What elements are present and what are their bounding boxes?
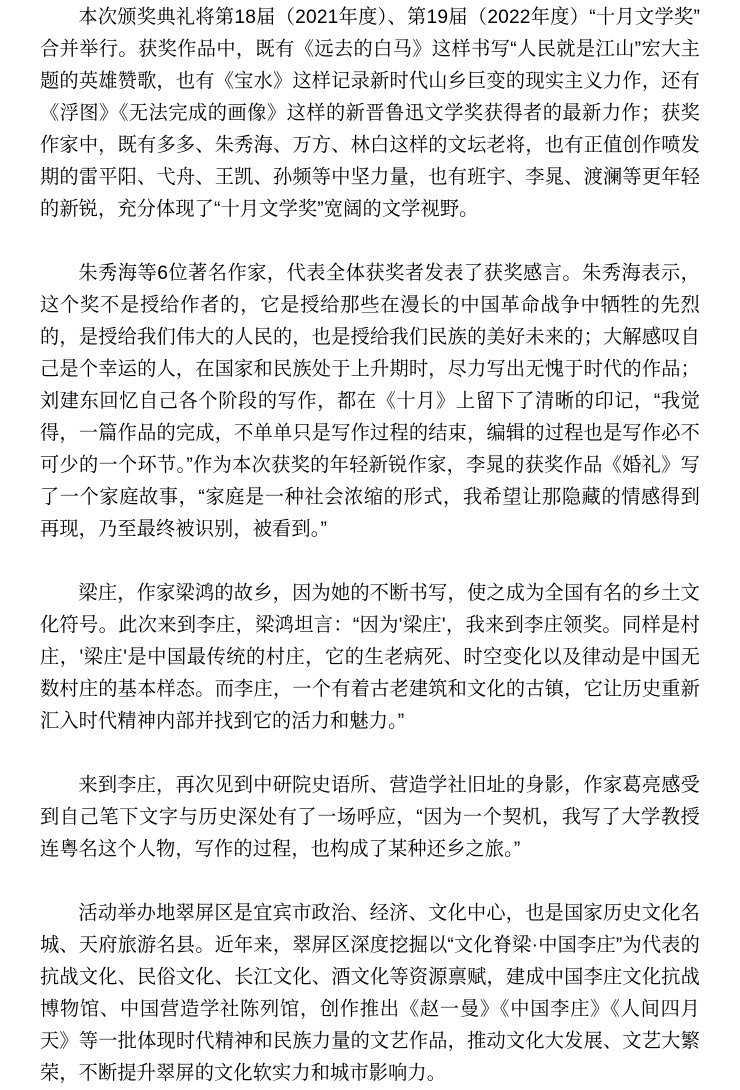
paragraph-5: 活动举办地翠屏区是宜宾市政治、经济、文化中心，也是国家历史文化名城、天府旅游名县。近年来，翠屏区深度挖掘以“文化脊梁·中国李庄”为代表的抗战文化、民俗文化、长江文化、酒文化等资源禀赋，建成中国李庄文化抗战博物馆、中国营造学社陈列馆，创作推出《赵一曼》《中国李庄》《人间四月天》等一批体现时代精神和民族力量的文艺作品，推动文化大发展、文艺大繁荣，不断提升翠屏的文化软实力和城市影响力。 — [40, 903, 700, 1084]
paragraph-2: 朱秀海等6位著名作家，代表全体获奖者发表了获奖感言。朱秀海表示，这个奖不是授给作者的，它是授给那些在漫长的中国革命战争中牺牲的先烈的，是授给我们伟大的人民的，也是授给我们民族的美好未来的；大解感叹自己是个幸运的人，在国家和民族处于上升期时，尽力写出无愧于时代的作品；刘建东回忆自己各个阶段的写作，都在《十月》上留下了清晰的印记，“我觉得，一篇作品的完成，不单单只是写作过程的结束，编辑的过程也是写作必不可少的一个环节。”作为本次获奖的年轻新锐作家，李晁的获奖作品《婚礼》写了一个家庭故事，“家庭是一种社会浓缩的形式，我希望让那隐藏的情感得到再现，乃至最终被识别，被看到。” — [40, 263, 700, 540]
paragraph-4: 来到李庄，再次见到中研院史语所、营造学社旧址的身影，作家葛亮感受到自己笔下文字与历史深处有了一场呼应，“因为一个契机，我写了大学教授连粤名这个人物，写作的过程，也构成了某种还乡之旅。” — [40, 775, 700, 860]
paragraph-1: 本次颁奖典礼将第18届（2021年度）、第19届（2022年度）“十月文学奖”合并举行。获奖作品中，既有《远去的白马》这样书写“人民就是江山”宏大主题的英雄赞歌，也有《宝水》这样记录新时代山乡巨变的现实主义力作，还有《浮图》《无法完成的画像》这样的新晋鲁迅文学奖获得者的最新力作；获奖作家中，既有多多、朱秀海、万方、林白这样的文坛老将，也有正值创作喷发期的雷平阳、弋舟、王凯、孙频等中坚力量，也有班宇、李晁、渡澜等更年轻的新锐，充分体现了“十月文学奖”宽阔的文学视野。 — [40, 7, 700, 220]
paragraph-3: 梁庄，作家梁鸿的故乡，因为她的不断书写，使之成为全国有名的乡土文化符号。此次来到李庄，梁鸿坦言：“因为'梁庄'，我来到李庄领奖。同样是村庄，'梁庄'是中国最传统的村庄，它的生老病死、时空变化以及律动是中国无数村庄的基本样态。而李庄，一个有着古老建筑和文化的古镇，它让历史重新汇入时代精神内部并找到它的活力和魅力。” — [40, 583, 700, 732]
